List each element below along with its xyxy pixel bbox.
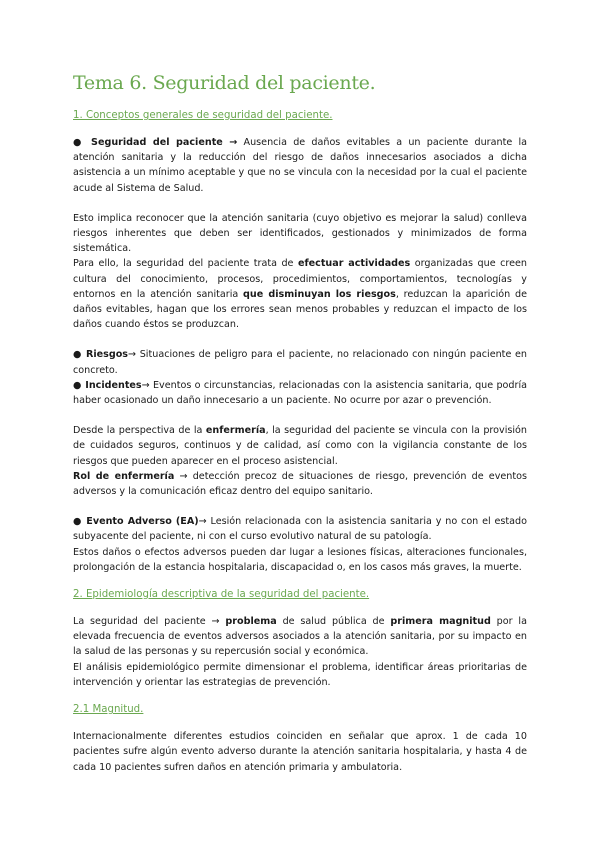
definition-seguridad-paciente: ● Seguridad del paciente → Ausencia de daños evitables a un paciente durante la atención sanitaria y la reducción del riesgo de daños innecesarios asociados a dicha asistencia a un mínimo aceptable y que no se vincula con la necesidad por la cual el paciente acude al Sistema de Salud. bbox=[73, 137, 527, 194]
paragraph-analisis: El análisis epidemiológico permite dimensionar el problema, identificar áreas prioritarias de intervención y orientar las estrategias de prevención. bbox=[73, 661, 527, 688]
definition-incidentes: ● Incidentes→ Eventos o circunstancias, relacionadas con la asistencia sanitaria, que podría haber ocasionado un daño innecesario a un paciente. No ocurre por azar o prevención. bbox=[73, 379, 528, 407]
page-title: Tema 6. Seguridad del paciente. bbox=[73, 72, 376, 94]
paragraph-danos: Estos daños o efectos adversos pueden dar lugar a lesiones físicas, alteraciones funcionales, prolongación de la estancia hospitalaria, discapacidad o, en los casos más graves, la muerte. bbox=[73, 546, 527, 573]
paragraph-magnitud: Internacionalmente diferentes estudios coinciden en señalar que aprox. 1 de cada 10 pacientes sufre algún evento adverso durante la atención sanitaria hospitalaria, y hasta 4 de cada 10 pacientes sufren daños en atención primaria y ambulatoria. bbox=[73, 731, 527, 773]
term-evento-adverso: ● Evento Adverso (EA) bbox=[73, 516, 199, 528]
paragraph-problema-salud: La seguridad del paciente → problema de salud pública de primera magnitud por la elevada frecuencia de eventos adversos asociados a la atención sanitaria, por su impacto en la salud de las personas y su repercusión social y económica. bbox=[73, 616, 527, 658]
paragraph-rol-enfermeria: Rol de enfermería → detección precoz de situaciones de riesgo, prevención de eventos adversos y la comunicación eficaz dentro del equipo sanitario. bbox=[73, 470, 527, 498]
paragraph-implica: Esto implica reconocer que la atención sanitaria (cuyo objetivo es mejorar la salud) conlleva riesgos inherentes que deben ser identificados, gestionados y minimizados de forma sistemática. bbox=[73, 212, 527, 255]
section-1-heading: 1. Conceptos generales de seguridad del paciente. bbox=[73, 110, 333, 121]
section-2-1-heading: 2.1 Magnitud. bbox=[73, 704, 144, 716]
definition-riesgos: ● Riesgos→ Situaciones de peligro para el paciente, no relacionado con ningún paciente en concreto. bbox=[73, 349, 527, 376]
term-rol-enfermeria: Rol de enfermería bbox=[73, 470, 175, 482]
section-2-heading: 2. Epidemiología descriptiva de la seguridad del paciente. bbox=[73, 589, 370, 601]
paragraph-para-ello: Para ello, la seguridad del paciente trata de efectuar actividades organizadas que creen cultura del conocimiento, procesos, procedimientos, comportamientos, tecnologías y entornos en la atención sanitaria que disminuyan los riesgos, reduzcan la aparición de daños evitables, hagan que los errores sean menos probables y reduzcan el impacto de los daños cuando éstos se produzcan. bbox=[73, 258, 527, 331]
term-riesgos: ● Riesgos bbox=[73, 349, 129, 361]
term-seguridad-paciente: ● Seguridad del paciente → bbox=[73, 137, 238, 148]
definition-evento-adverso: ● Evento Adverso (EA)→ Lesión relacionada con la asistencia sanitaria y no con el estado subyacente del paciente, ni con el curso evolutivo natural de su patología. bbox=[73, 516, 527, 543]
term-incidentes: ● Incidentes bbox=[73, 379, 142, 391]
paragraph-enfermeria: Desde la perspectiva de la enfermería, la seguridad del paciente se vincula con la provisión de cuidados seguros, continuos y de calidad, así como con la vigilancia constante de los riesgos que pueden aparecer en el proceso asistencial. bbox=[73, 425, 527, 467]
